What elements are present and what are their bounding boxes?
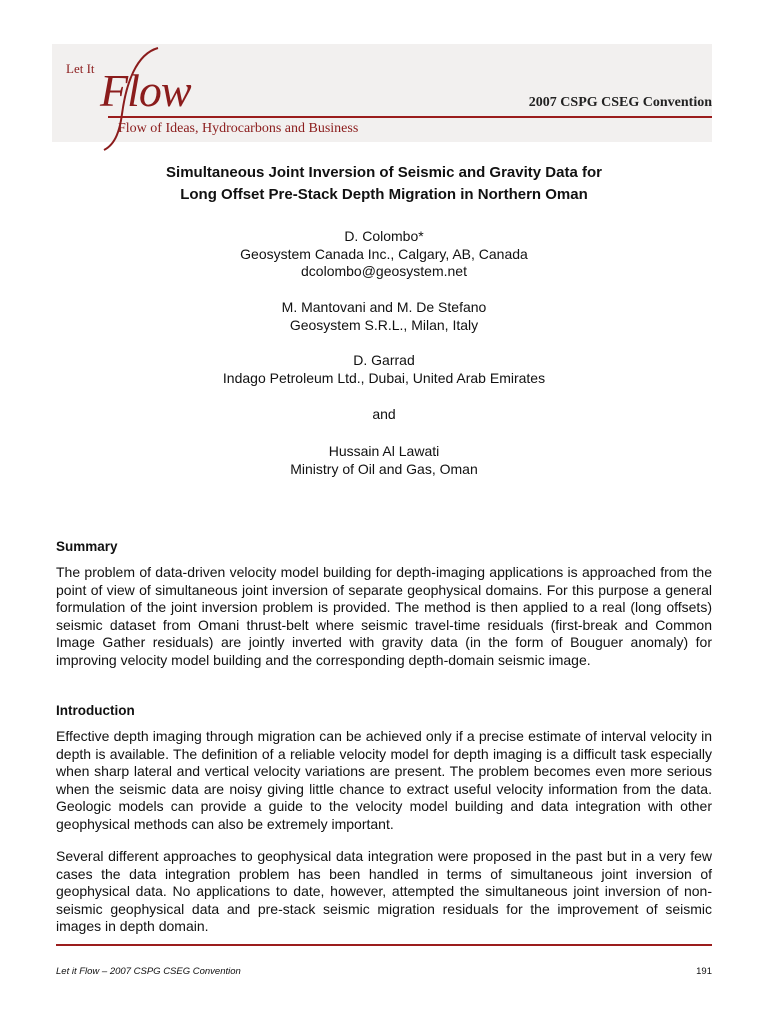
author-name: D. Colombo*	[344, 228, 424, 244]
footer-divider	[56, 944, 712, 946]
author-name: M. Mantovani and M. De Stefano	[281, 299, 487, 315]
and-separator: and	[372, 406, 396, 422]
introduction-section	[56, 728, 712, 834]
author-name: Hussain Al Lawati	[328, 443, 440, 459]
introduction-paragraph-1: Effective depth imaging through migration can be achieved only if a precise estimate of interval velocity in depth is available. The definition of a reliable velocity model for depth imaging is a difficult task especially when sharp lateral and vertical velocity variations are present. The problem becomes even more serious when the seismic data are noisy giving little chance to extract useful velocity information from the data. Geologic models can provide a guide to the velocity model building and data integration with other geophysical methods can also be extremely important.	[56, 728, 712, 832]
title-line-2: Long Offset Pre-Stack Depth Migration in Northern Oman	[180, 186, 588, 203]
author-affiliation: Geosystem Canada Inc., Calgary, AB, Canada	[240, 245, 528, 262]
title-line-1: Simultaneous Joint Inversion of Seismic and Gravity Data for	[166, 164, 602, 181]
summary-heading: Summary	[56, 539, 118, 554]
summary-text: The problem of data-driven velocity model building for depth-imaging applications is approached from the point of view of simultaneous joint inversion of separate geophysical domains. For this purpose a general formulation of the joint inversion problem is provided. The method is then applied to a real (long offsets) seismic dataset from Omani thrust-belt where seismic travel-time residuals (first-break and Common Image Gather residuals) are jointly inverted with gravity data (in the form of Bouguer anomaly) for improving velocity model building and the corresponding depth-domain seismic image.	[56, 564, 712, 668]
author-affiliation: Ministry of Oil and Gas, Oman	[290, 460, 478, 477]
author-affiliation: Geosystem S.R.L., Milan, Italy	[289, 316, 479, 333]
page-number: 191	[696, 966, 712, 977]
introduction-section-2	[56, 848, 712, 936]
paper-title	[0, 162, 768, 206]
author-email: dcolombo@geosystem.net	[301, 263, 467, 279]
introduction-paragraph-2: Several different approaches to geophysical data integration were proposed in the past but in a very few cases the data integration problem has been handled in terms of simultaneous joint inversion of geophysical data. No applications to date, however, attempted the simultaneous joint inversion of non-seismic geophysical data and pre-stack seismic migration residuals for the improvement of seismic images in depth domain.	[56, 848, 712, 935]
author-name: D. Garrad	[353, 352, 415, 368]
header-divider	[108, 116, 712, 118]
footer-conference: Let it Flow – 2007 CSPG CSEG Convention	[56, 966, 241, 977]
author-block-4	[0, 443, 768, 478]
author-block-3	[0, 352, 768, 387]
summary-section	[56, 564, 712, 670]
introduction-heading: Introduction	[56, 703, 135, 718]
author-affiliation: Indago Petroleum Ltd., Dubai, United Arab Emirates	[222, 369, 546, 386]
logo-let-it: Let It	[66, 61, 95, 76]
author-block-1	[0, 228, 768, 281]
author-block-2	[0, 299, 768, 334]
logo-tagline: Flow of Ideas, Hydrocarbons and Business	[118, 121, 359, 136]
convention-title: 2007 CSPG CSEG Convention	[528, 95, 712, 110]
logo-flow: Flow	[100, 65, 191, 116]
